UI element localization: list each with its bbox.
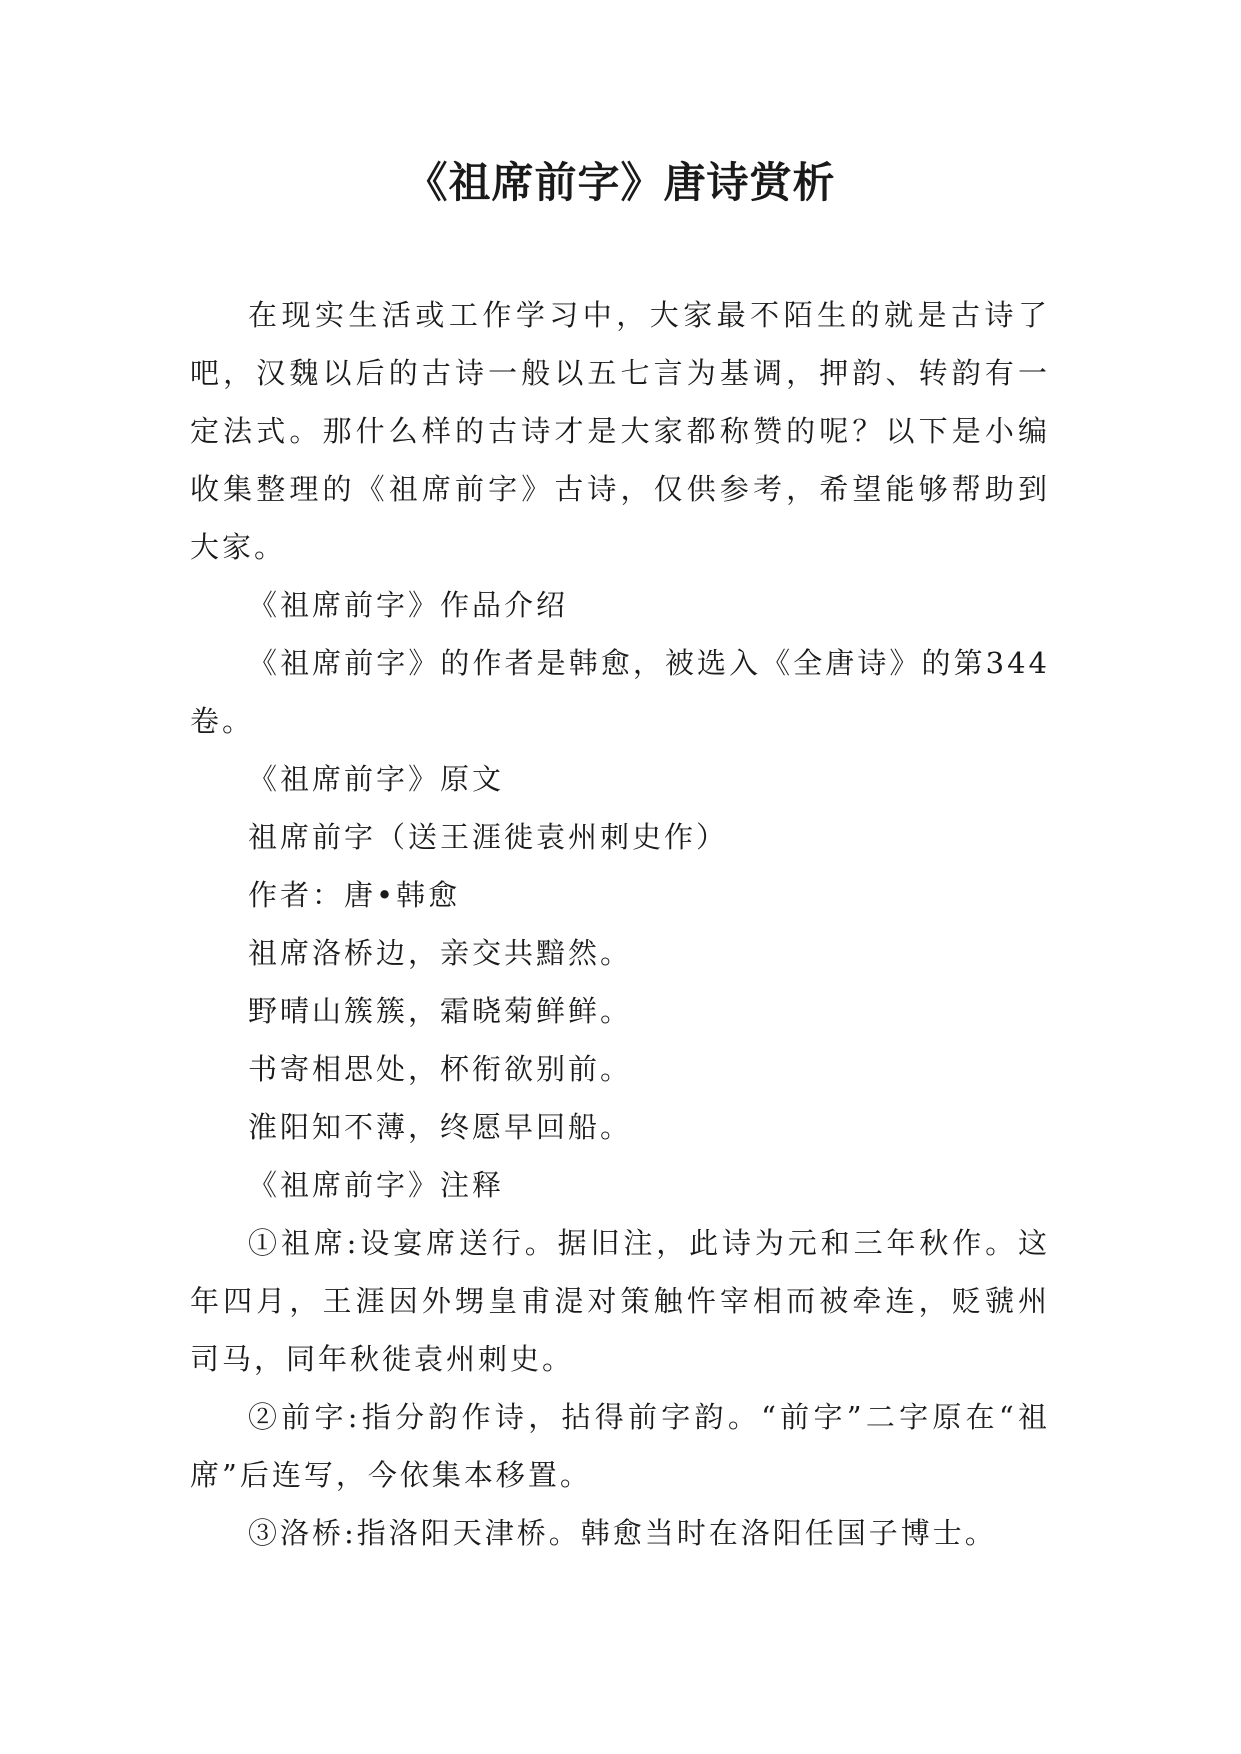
poem-line: 书寄相思处，杯衔欲别前。	[248, 1052, 633, 1086]
page-title: 《祖席前字》唐诗赏析	[405, 158, 836, 207]
intro-paragraph: 在现实生活或工作学习中，大家最不陌生的就是古诗了吧，汉魏以后的古诗一般以五七言为基调，押韵、转韵有一定法式。那什么样的古诗才是大家都称赞的呢？以下是小编收集整理的《祖席前字》古诗，仅供参考，希望能够帮助到大家。	[190, 298, 1050, 564]
poem-line: 祖席洛桥边，亲交共黯然。	[248, 936, 633, 970]
annotation-item: ①祖席:设宴席送行。据旧注，此诗为元和三年秋作。这年四月，王涯因外甥皇甫湜对策触忤宰相而被牵连，贬虢州司马，同年秋徙袁州刺史。	[190, 1226, 1050, 1376]
poem-line: 野晴山簇簇，霜晓菊鲜鲜。	[248, 994, 633, 1028]
annotation-item: ②前字:指分韵作诗，拈得前字韵。“前字”二字原在“祖席”后连写，今依集本移置。	[190, 1400, 1050, 1492]
poem-title: 祖席前字（送王涯徙袁州刺史作）	[248, 820, 729, 854]
annotation-item: ③洛桥:指洛阳天津桥。韩愈当时在洛阳任国子博士。	[248, 1516, 997, 1550]
poem-line: 淮阳知不薄，终愿早回船。	[248, 1110, 633, 1144]
author-info-paragraph: 《祖席前字》的作者是韩愈，被选入《全唐诗》的第344卷。	[190, 646, 1050, 738]
document-body	[190, 286, 1050, 1562]
section-heading-original-text: 《祖席前字》原文	[248, 762, 505, 796]
poem-author: 作者：唐•韩愈	[248, 878, 461, 912]
section-heading-introduction: 《祖席前字》作品介绍	[248, 588, 569, 622]
section-heading-annotations: 《祖席前字》注释	[248, 1168, 505, 1202]
